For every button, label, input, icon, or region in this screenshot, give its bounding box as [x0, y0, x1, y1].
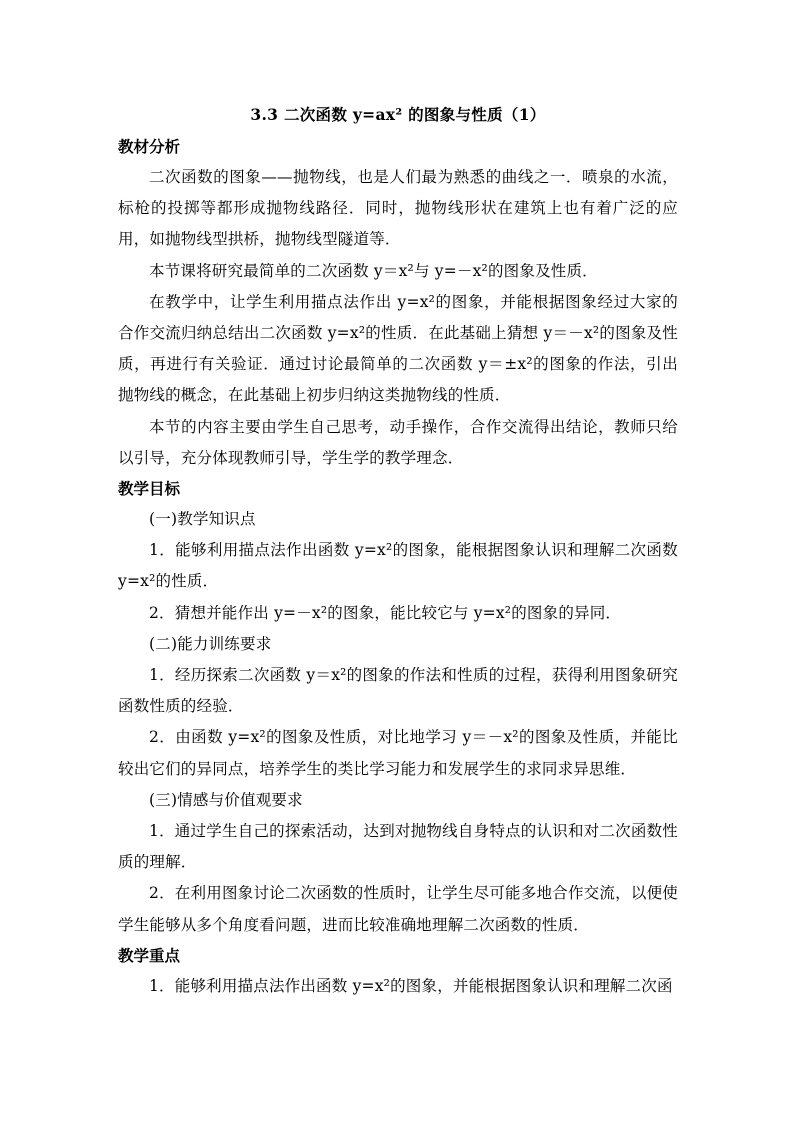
subheading: (三)情感与价值观要求 [149, 790, 303, 809]
document-page [118, 100, 678, 1002]
paragraph: 2．由函数 y=x²的图象及性质，对比地学习 y＝－x²的图象及性质，并能比较出它们的异同点，培养学生的类比学习能力和发展学生的求同求异思维． [118, 728, 678, 778]
paragraph: 2．猜想并能作出 y=－x²的图象，能比较它与 y=x²的图象的异同． [149, 603, 622, 622]
section-teaching-focus [118, 941, 678, 1002]
section-heading: 教学重点 [118, 945, 181, 965]
section-textbook-analysis [118, 132, 678, 474]
subheading: (二)能力训练要求 [149, 634, 272, 653]
paragraph: 在教学中，让学生利用描点法作出 y=x²的图象，并能根据图象经过大家的合作交流归纳总结出二次函数 y=x²的性质．在此基础上猜想 y＝－x²的图象及性质，再进行有关验证．通过讨论最简单的二次函数 y＝±x²的图象的作法，引出抛物线的概念，在此基础上初步归纳这类抛物线的性质． [118, 292, 678, 405]
document-title: 3.3 二次函数 y=ax² 的图象与性质（1） [250, 105, 546, 124]
subheading: (一)教学知识点 [149, 510, 256, 529]
paragraph: 2．在利用图象讨论二次函数的性质时，让学生尽可能多地合作交流，以便使学生能够从多个角度看问题，进而比较准确地理解二次函数的性质． [118, 884, 678, 934]
paragraph: 1．通过学生自己的探索活动，达到对抛物线自身特点的认识和对二次函数性质的理解． [118, 822, 678, 872]
section-heading: 教学目标 [118, 479, 181, 499]
paragraph: 1．经历探索二次函数 y＝x²的图象的作法和性质的过程，获得利用图象研究函数性质的经验． [118, 666, 678, 716]
paragraph: 1．能够利用描点法作出函数 y=x²的图象，能根据图象认识和理解二次函数 y=x²的性质． [118, 541, 678, 591]
paragraph: 本节的内容主要由学生自己思考，动手操作，合作交流得出结论，教师只给以引导，充分体现教师引导，学生学的教学理念． [118, 417, 678, 467]
paragraph: 本节课将研究最简单的二次函数 y＝x²与 y=－x²的图象及性质． [149, 261, 598, 280]
section-heading: 教材分析 [118, 137, 181, 156]
paragraph: 二次函数的图象——抛物线，也是人们最为熟悉的曲线之一．喷泉的水流，标枪的投掷等都形成抛物线路径．同时，抛物线形状在建筑上也有着广泛的应用，如抛物线型拱桥，抛物线型隧道等． [118, 168, 678, 249]
section-teaching-objectives [118, 474, 678, 941]
paragraph: 1．能够利用描点法作出函数 y=x²的图象，并能根据图象认识和理解二次函 [149, 976, 673, 995]
